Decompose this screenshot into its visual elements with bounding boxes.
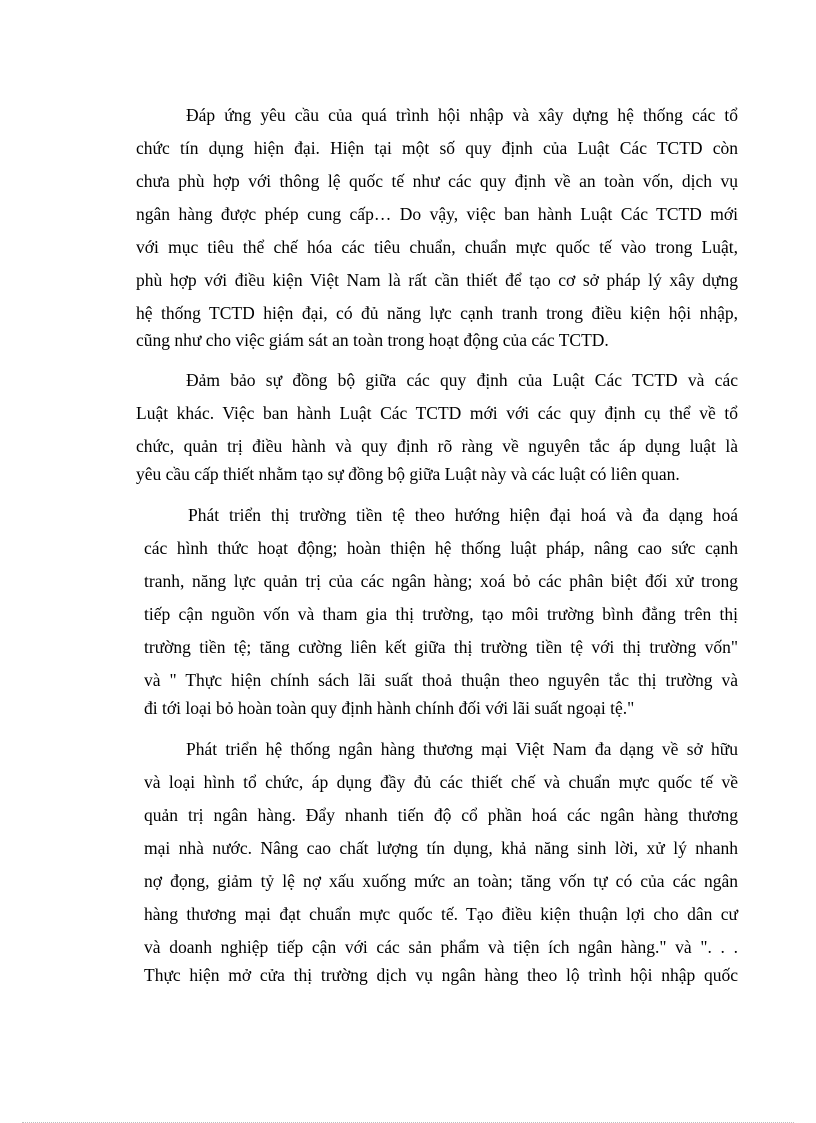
- text-line: tranh, năng lực quản trị của các ngân hàng; xoá bỏ các phân biệt đối xử trong: [144, 571, 738, 591]
- text-line: ngân hàng được phép cung cấp… Do vậy, việc ban hành Luật Các TCTD mới: [136, 204, 738, 224]
- text-line: và " Thực hiện chính sách lãi suất thoả thuận theo nguyên tắc thị trường và: [144, 670, 738, 690]
- text-line: Đáp ứng yêu cầu của quá trình hội nhập và xây dựng hệ thống các tổ: [186, 105, 738, 125]
- text-line: tiếp cận nguồn vốn và tham gia thị trường, tạo môi trường bình đẳng trên thị: [144, 604, 738, 624]
- text-line: chức, quản trị điều hành và quy định rõ ràng về nguyên tắc áp dụng luật là: [136, 436, 738, 456]
- text-line: và doanh nghiệp tiếp cận với các sản phẩm và tiện ích ngân hàng." và ". . .: [144, 937, 738, 957]
- text-line: yêu cầu cấp thiết nhằm tạo sự đồng bộ giữa Luật này và các luật có liên quan.: [136, 464, 680, 484]
- text-line: cũng như cho việc giám sát an toàn trong hoạt động của các TCTD.: [136, 330, 609, 350]
- text-line: mại nhà nước. Nâng cao chất lượng tín dụng, khả năng sinh lời, xử lý nhanh: [144, 838, 738, 858]
- text-line: trường tiền tệ; tăng cường liên kết giữa thị trường tiền tệ với thị trường vốn": [144, 637, 738, 657]
- text-line: quản trị ngân hàng. Đẩy nhanh tiến độ cổ phần hoá các ngân hàng thương: [144, 805, 738, 825]
- text-line: và loại hình tổ chức, áp dụng đầy đủ các thiết chế và chuẩn mực quốc tế về: [144, 772, 738, 792]
- text-line: với mục tiêu thể chế hóa các tiêu chuẩn, chuẩn mực quốc tế vào trong Luật,: [136, 237, 738, 257]
- text-line: Đảm bảo sự đồng bộ giữa các quy định của Luật Các TCTD và các: [186, 370, 738, 390]
- text-line: phù hợp với điều kiện Việt Nam là rất cần thiết để tạo cơ sở pháp lý xây dựng: [136, 270, 738, 290]
- text-line: chưa phù hợp với thông lệ quốc tế như các quy định về an toàn vốn, dịch vụ: [136, 171, 738, 191]
- text-line: Luật khác. Việc ban hành Luật Các TCTD mới với các quy định cụ thể về tổ: [136, 403, 738, 423]
- text-line: hệ thống TCTD hiện đại, có đủ năng lực cạnh tranh trong điều kiện hội nhập,: [136, 303, 738, 323]
- text-line: đi tới loại bỏ hoàn toàn quy định hành chính đối với lãi suất ngoại tệ.": [144, 698, 635, 718]
- text-line: hàng thương mại đạt chuẩn mực quốc tế. Tạo điều kiện thuận lợi cho dân cư: [144, 904, 738, 924]
- text-line: các hình thức hoạt động; hoàn thiện hệ thống luật pháp, nâng cao sức cạnh: [144, 538, 738, 558]
- text-line: Phát triển thị trường tiền tệ theo hướng hiện đại hoá và đa dạng hoá: [188, 505, 738, 525]
- text-line: chức tín dụng hiện đại. Hiện tại một số quy định của Luật Các TCTD còn: [136, 138, 738, 158]
- text-line: Phát triển hệ thống ngân hàng thương mại Việt Nam đa dạng về sở hữu: [186, 739, 738, 759]
- text-line: Thực hiện mở cửa thị trường dịch vụ ngân hàng theo lộ trình hội nhập quốc: [144, 965, 738, 985]
- text-line: nợ đọng, giảm tỷ lệ nợ xấu xuống mức an toàn; tăng vốn tự có của các ngân: [144, 871, 738, 891]
